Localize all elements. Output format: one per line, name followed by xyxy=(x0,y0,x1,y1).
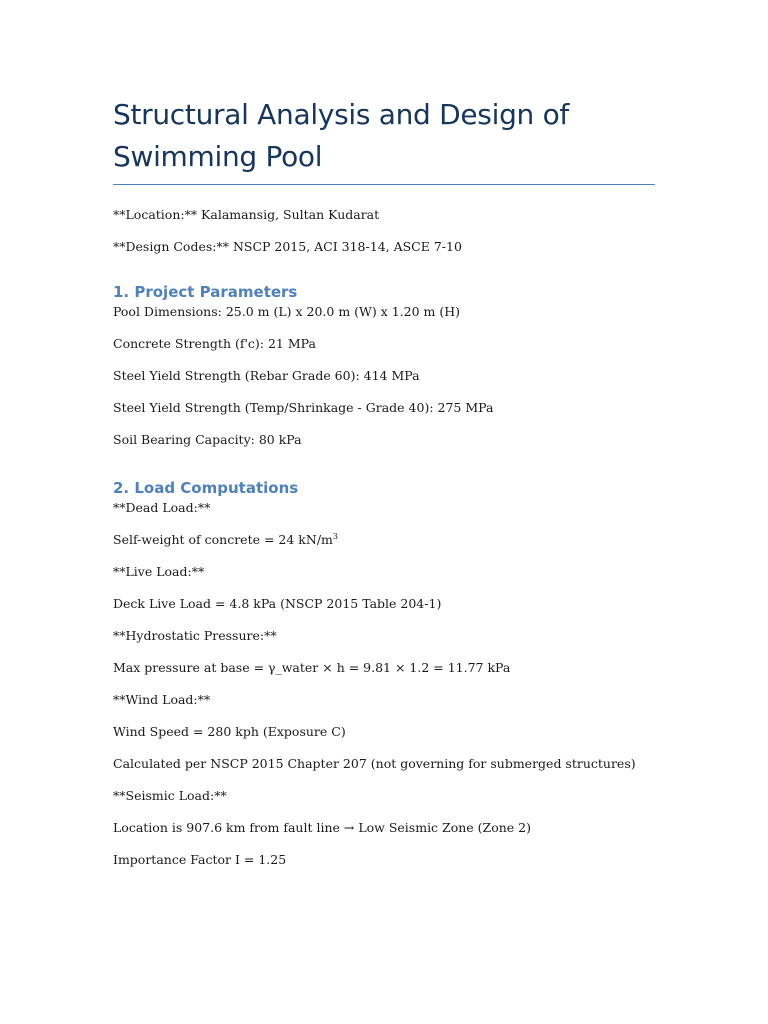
page-title: Structural Analysis and Design of Swimming Pool xyxy=(113,94,655,185)
seismic-zone-value: Location is 907.6 km from fault line → Low Seismic Zone (Zone 2) xyxy=(113,820,532,835)
hydrostatic-label: **Hydrostatic Pressure:** xyxy=(113,628,277,643)
location-line: **Location:** Kalamansig, Sultan Kudarat xyxy=(113,207,380,222)
seismic-load-label: **Seismic Load:** xyxy=(113,788,227,803)
superscript-cubed: 3 xyxy=(332,531,338,541)
document-page xyxy=(113,94,655,868)
dead-load-value xyxy=(113,532,655,548)
section-heading-project-parameters: 1. Project Parameters xyxy=(113,283,298,301)
dead-load-text: Self-weight of concrete = 24 kN/m xyxy=(113,532,333,547)
param-steel-yield-grade60: Steel Yield Strength (Rebar Grade 60): 414 MPa xyxy=(113,368,420,383)
param-concrete-strength: Concrete Strength (f'c): 21 MPa xyxy=(113,336,316,351)
hydrostatic-value: Max pressure at base = γ_water × h = 9.81 × 1.2 = 11.77 kPa xyxy=(113,660,511,675)
dead-load-label: **Dead Load:** xyxy=(113,500,211,515)
design-codes-line: **Design Codes:** NSCP 2015, ACI 318-14, ASCE 7-10 xyxy=(113,239,462,254)
section-heading-load-computations: 2. Load Computations xyxy=(113,479,299,497)
importance-factor-value: Importance Factor I = 1.25 xyxy=(113,852,287,867)
wind-speed-value: Wind Speed = 280 kph (Exposure C) xyxy=(113,724,346,739)
wind-note: Calculated per NSCP 2015 Chapter 207 (not governing for submerged structures) xyxy=(113,756,636,771)
live-load-label: **Live Load:** xyxy=(113,564,205,579)
param-soil-bearing: Soil Bearing Capacity: 80 kPa xyxy=(113,432,302,447)
live-load-value: Deck Live Load = 4.8 kPa (NSCP 2015 Table 204-1) xyxy=(113,596,442,611)
param-pool-dimensions: Pool Dimensions: 25.0 m (L) x 20.0 m (W) x 1.20 m (H) xyxy=(113,304,461,319)
param-steel-yield-grade40: Steel Yield Strength (Temp/Shrinkage - Grade 40): 275 MPa xyxy=(113,400,494,415)
wind-load-label: **Wind Load:** xyxy=(113,692,211,707)
